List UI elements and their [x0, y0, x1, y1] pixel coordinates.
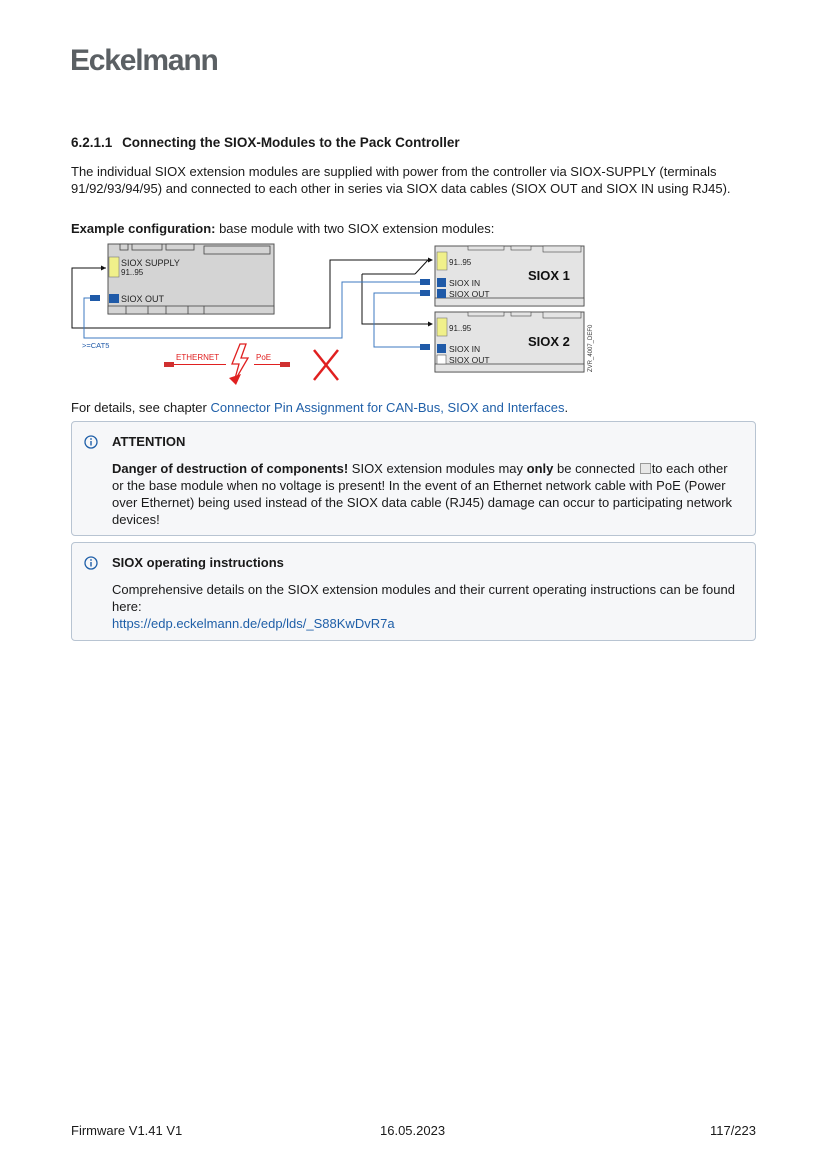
base-module [108, 244, 274, 314]
example-text: base module with two SIOX extension modules: [215, 221, 495, 236]
svg-text:SIOX OUT: SIOX OUT [449, 289, 490, 299]
footer-page-number: 117/223 [709, 1123, 756, 1138]
svg-text:ZVR_4007_DEF0: ZVR_4007_DEF0 [588, 324, 594, 372]
attention-body: Danger of destruction of components! SIOX extension modules may only be connected to each other or the base module when no voltage is present! In the event of an Ethernet network cable with PoE (Power over Ethernet) being used instead of the SIOX data cable (RJ45) damage can occur to participating network devices! [112, 461, 733, 527]
info-icon [84, 435, 98, 449]
example-paragraph [71, 220, 757, 237]
svg-text:SIOX OUT: SIOX OUT [121, 294, 165, 304]
attention-note [71, 421, 756, 536]
svg-text:>=CAT5: >=CAT5 [82, 341, 110, 350]
siox1-module [435, 246, 584, 306]
footer-date: 16.05.2023 [380, 1123, 446, 1138]
siox2-module [435, 312, 594, 372]
section-heading [71, 135, 460, 150]
intro-paragraph: The individual SIOX extension modules are supplied with power from the controller via SIOX-SUPPLY (terminals 91/92/93/94/95) and connected to each other in series via SIOX data cables (SIOX OUT and SIOX IN using RJ45). [71, 164, 731, 196]
svg-text:PoE: PoE [256, 353, 272, 362]
attention-title: ATTENTION [112, 434, 186, 449]
svg-text:SIOX SUPPLY: SIOX SUPPLY [121, 258, 180, 268]
svg-text:SIOX OUT: SIOX OUT [449, 355, 490, 365]
section-title-text: Connecting the SIOX-Modules to the Pack Controller [122, 135, 460, 150]
info-icon [84, 556, 98, 570]
footer-firmware: Firmware V1.41 V1 [71, 1123, 183, 1138]
siox-instructions-link[interactable]: https://edp.eckelmann.de/edp/lds/_S88KwDvR7a [112, 616, 395, 631]
connector-pin-assignment-link[interactable]: Connector Pin Assignment for CAN-Bus, SIOX and Interfaces [210, 400, 565, 415]
siox-instructions-note [71, 542, 756, 641]
siox-note-title: SIOX operating instructions [112, 555, 284, 570]
svg-text:SIOX IN: SIOX IN [449, 278, 481, 288]
svg-text:SIOX 1: SIOX 1 [528, 268, 570, 283]
svg-text:SIOX 2: SIOX 2 [528, 334, 570, 349]
svg-text:91..95: 91..95 [121, 268, 144, 277]
svg-text:91..95: 91..95 [449, 258, 472, 267]
eckelmann-logo: Eckelmann [70, 44, 218, 77]
svg-text:SIOX IN: SIOX IN [449, 344, 481, 354]
section-number: 6.2.1.1 [71, 135, 113, 150]
example-label: Example configuration: [71, 221, 216, 236]
svg-text:ETHERNET: ETHERNET [176, 353, 220, 362]
wiring-diagram [68, 240, 594, 385]
siox-note-body: Comprehensive details on the SIOX extension modules and their current operating instructions can be found here: https://edp.eckelmann.de/edp/lds/_S88KwDvR7a [112, 582, 735, 631]
inline-image-icon [640, 463, 651, 474]
svg-text:91..95: 91..95 [449, 324, 472, 333]
details-paragraph: For details, see chapter Connector Pin Assignment for CAN-Bus, SIOX and Interfaces. [71, 400, 569, 415]
